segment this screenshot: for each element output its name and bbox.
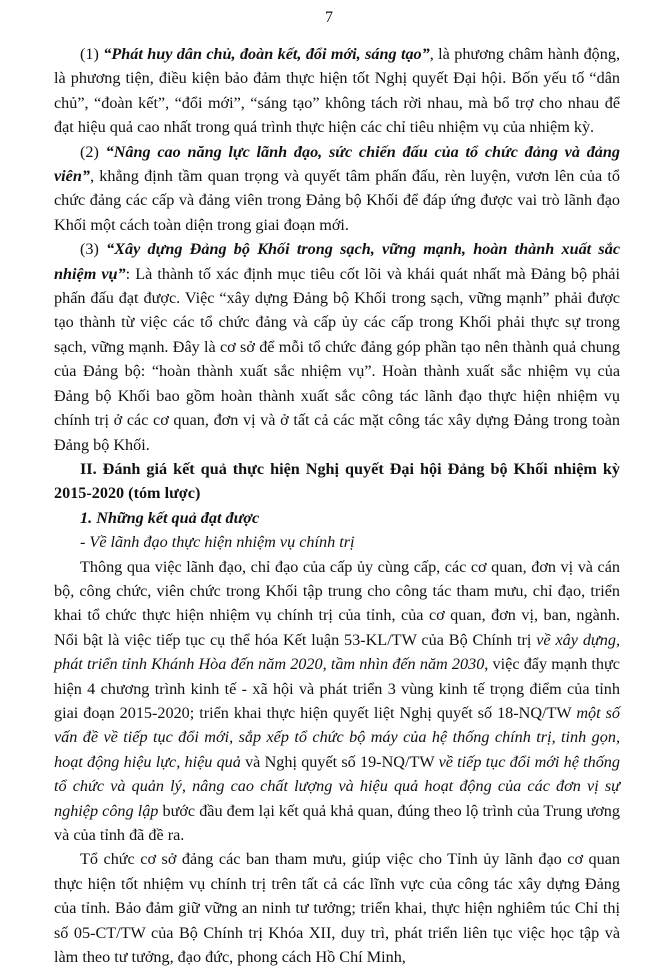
paragraph-2-text: , khẳng định tầm quan trọng và quyết tâm phấn đấu, rèn luyện, vươn lên của tổ chức đảng các cấp và đảng viên trong Đảng bộ Khối để đáp ứng được vai trò lãnh đạo Khối một cách toàn diện trong giai đoạn mới. (54, 167, 620, 234)
paragraph-4-text-e: và Nghị quyết số 19-NQ/TW (240, 752, 439, 771)
subsection-item: - Về lãnh đạo thực hiện nhiệm vụ chính trị (80, 533, 355, 552)
paragraph-3-motto: “Xây dựng Đảng bộ Khối trong sạch, vững mạnh, hoàn thành xuất sắc nhiệm vụ” (54, 240, 621, 283)
paragraph-4-italic-d: một số vấn đề về tiếp tục đổi mới, sắp xếp tổ chức bộ máy của hệ thống chính trị, tinh gọn, hoạt động hiệu lực, hiệu quả (54, 703, 620, 771)
paragraph-1-motto: “Phát huy dân chủ, đoàn kết, đổi mới, sáng tạo” (103, 45, 430, 63)
paragraph-1 (54, 42, 620, 140)
paragraph-4-italic-b: về xây dựng, phát triển tỉnh Khánh Hòa đến năm 2020, tầm nhìn đến năm 2030 (54, 630, 620, 674)
paragraph-1-text: , là phương châm hành động, là phương tiện, điều kiện bảo đảm thực hiện tốt Nghị quyết Đại hội. Bốn yếu tố “dân chủ”, “đoàn kết”, “đổi mới”, “sáng tạo” không tách rời nhau, mà bổ trợ cho nhau để đạt hiệu quả cao nhất trong quá trình thực hiện các chỉ tiêu nhiệm vụ của nhiệm kỳ. (54, 45, 621, 137)
paragraph-3 (54, 237, 620, 457)
paragraph-1-number: (1) (80, 45, 104, 63)
subsection-heading: 1. Những kết quả đạt được (80, 508, 260, 527)
page-number: 7 (325, 9, 333, 26)
paragraph-4-italic-f: về tiếp tục đổi mới hệ thống tổ chức và quản lý, nâng cao chất lượng và hiệu quả hoạt động của các đơn vị sự nghiệp công lập (54, 752, 620, 820)
paragraph-2 (54, 140, 620, 238)
paragraph-4-text-g: bước đầu đem lại kết quả khả quan, đúng theo lộ trình của Trung ương và của tỉnh đã đề ra. (54, 801, 620, 844)
paragraph-5: Tổ chức cơ sở đảng các ban tham mưu, giúp việc cho Tỉnh ủy lãnh đạo cơ quan thực hiện tốt nhiệm vụ chính trị trên tất cả các lĩnh vực của công tác xây dựng Đảng của tỉnh. Bảo đảm giữ vững an ninh tư tưởng; triển khai, thực hiện nghiêm túc Chỉ thị số 05-CT/TW của Bộ Chính trị Khóa XII, duy trì, phát triển liên tục việc học tập và làm theo tư tưởng, đạo đức, phong cách Hồ Chí Minh, (54, 850, 620, 967)
paragraph-4 (54, 555, 620, 848)
paragraph-3-number: (3) (80, 240, 107, 259)
paragraph-4-text-a: Thông qua việc lãnh đạo, chỉ đạo của cấp ủy cùng cấp, các cơ quan, đơn vị và cán bộ, công chức, viên chức trong Khối tập trung cho công tác tham mưu, chỉ đạo, triển khai tổ chức thực hiện nhiệm vụ chính trị của tỉnh, của cơ quan, đơn vị, ban, ngành. Nổi bật là việc tiếp tục cụ thể hóa Kết luận 53-KL/TW của Bộ Chính trị (54, 557, 620, 649)
document-body (54, 42, 620, 969)
paragraph-2-motto: “Nâng cao năng lực lãnh đạo, sức chiến đấu của tổ chức đảng và đảng viên” (54, 142, 620, 186)
section-heading: II. Đánh giá kết quả thực hiện Nghị quyết Đại hội Đảng bộ Khối nhiệm kỳ 2015-2020 (tóm lược) (54, 459, 620, 503)
paragraph-3-text: : Là thành tố xác định mục tiêu cốt lõi và khái quát nhất mà Đảng bộ phải phấn đấu đạt được. Việc “xây dựng Đảng bộ Khối trong sạch, vững mạnh” phải được tạo thành từ việc các tổ chức đảng và cấp ủy các cấp trong Khối phải thực sự trong sạch, vững mạnh. Đây là cơ sở để mỗi tổ chức đảng góp phần tạo nên thành quả chung của Đảng bộ: “hoàn thành xuất sắc nhiệm vụ”. Hoàn thành xuất sắc nhiệm vụ của Đảng bộ Khối bao gồm hoàn thành xuất sắc công tác lãnh đạo thực hiện nhiệm vụ chính trị ở các cơ quan, đơn vị và ở tất cả các mặt công tác xây dựng Đảng trong toàn Đảng bộ Khối. (54, 264, 620, 454)
paragraph-2-number: (2) (80, 142, 106, 161)
paragraph-4-text-c: , việc đẩy mạnh thực hiện 4 chương trình kinh tế - xã hội và phát triển 3 vùng kinh tế trọng điểm của tỉnh giai đoạn 2015-2020; triển khai thực hiện quyết liệt Nghị quyết số 18-NQ/TW (54, 655, 620, 722)
